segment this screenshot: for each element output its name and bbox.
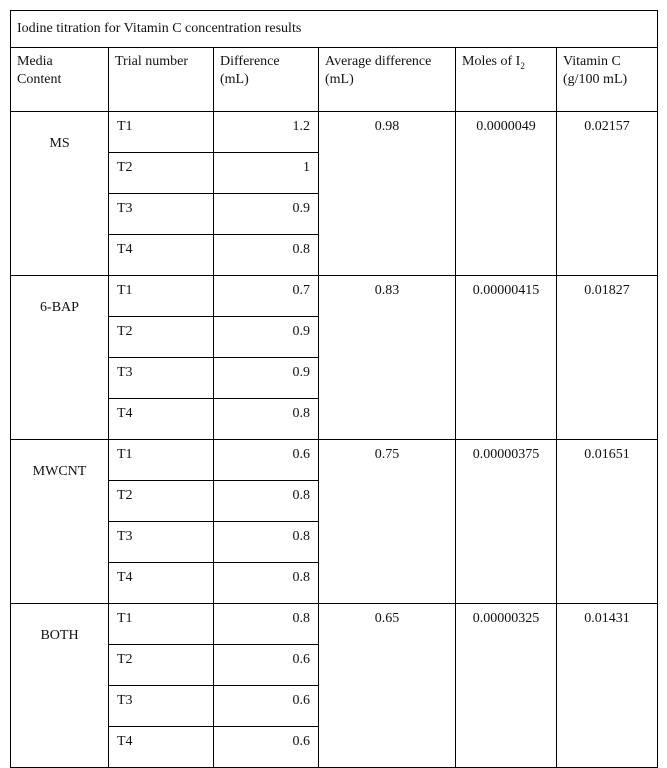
- average-difference-cell: 0.98: [319, 112, 456, 276]
- moles-i2-cell: 0.0000049: [456, 112, 557, 276]
- difference-cell: 0.8: [214, 604, 319, 645]
- difference-cell: 1.2: [214, 112, 319, 153]
- header-moles-prefix: Moles of I: [462, 54, 521, 69]
- difference-cell: 0.9: [214, 194, 319, 235]
- average-difference-cell: 0.83: [319, 276, 456, 440]
- trial-number-cell: T1: [109, 440, 214, 481]
- media-content-cell: MS: [11, 112, 109, 276]
- trial-number-cell: T2: [109, 153, 214, 194]
- difference-cell: 0.6: [214, 686, 319, 727]
- trial-number-cell: T4: [109, 399, 214, 440]
- table-row: [11, 112, 658, 153]
- header-media-line2: Content: [17, 72, 62, 87]
- header-moles-subscript: 2: [520, 60, 525, 71]
- difference-cell: 0.8: [214, 522, 319, 563]
- trial-number-cell: T3: [109, 194, 214, 235]
- header-media-content: [11, 48, 109, 112]
- header-moles-i2: [456, 48, 557, 112]
- moles-i2-cell: 0.00000415: [456, 276, 557, 440]
- trial-number-cell: T3: [109, 358, 214, 399]
- vitamin-c-cell: 0.01651: [557, 440, 658, 604]
- trial-number-cell: T4: [109, 727, 214, 768]
- table-header-row: [11, 48, 658, 112]
- difference-cell: 0.8: [214, 399, 319, 440]
- header-difference-line2: (mL): [220, 72, 249, 87]
- vitamin-c-cell: 0.01827: [557, 276, 658, 440]
- header-trial-number: Trial number: [109, 48, 214, 112]
- difference-cell: 0.9: [214, 358, 319, 399]
- header-difference: [214, 48, 319, 112]
- trial-number-cell: T3: [109, 522, 214, 563]
- vitamin-c-cell: 0.01431: [557, 604, 658, 768]
- vitamin-c-cell: 0.02157: [557, 112, 658, 276]
- media-content-cell: BOTH: [11, 604, 109, 768]
- difference-cell: 0.6: [214, 645, 319, 686]
- table-row: [11, 440, 658, 481]
- header-vitc-line2: (g/100 mL): [563, 72, 628, 87]
- media-content-cell: 6-BAP: [11, 276, 109, 440]
- results-table-container: [10, 10, 658, 768]
- header-vitc-line1: Vitamin C: [563, 54, 621, 69]
- table-title-row: [11, 11, 658, 48]
- header-average-difference: [319, 48, 456, 112]
- header-avg-line1: Average difference: [325, 54, 432, 69]
- difference-cell: 0.7: [214, 276, 319, 317]
- difference-cell: 0.9: [214, 317, 319, 358]
- media-content-cell: MWCNT: [11, 440, 109, 604]
- header-vitamin-c: [557, 48, 658, 112]
- difference-cell: 0.8: [214, 563, 319, 604]
- table-title: Iodine titration for Vitamin C concentration results: [11, 11, 658, 48]
- average-difference-cell: 0.65: [319, 604, 456, 768]
- trial-number-cell: T4: [109, 563, 214, 604]
- header-media-line1: Media: [17, 54, 53, 69]
- table-row: [11, 276, 658, 317]
- trial-number-cell: T2: [109, 317, 214, 358]
- moles-i2-cell: 0.00000325: [456, 604, 557, 768]
- table-row: [11, 604, 658, 645]
- trial-number-cell: T2: [109, 645, 214, 686]
- difference-cell: 0.8: [214, 481, 319, 522]
- trial-number-cell: T1: [109, 276, 214, 317]
- trial-number-cell: T2: [109, 481, 214, 522]
- header-avg-line2: (mL): [325, 72, 354, 87]
- trial-number-cell: T3: [109, 686, 214, 727]
- header-difference-line1: Difference: [220, 54, 280, 69]
- trial-number-cell: T1: [109, 112, 214, 153]
- moles-i2-cell: 0.00000375: [456, 440, 557, 604]
- average-difference-cell: 0.75: [319, 440, 456, 604]
- trial-number-cell: T4: [109, 235, 214, 276]
- difference-cell: 0.8: [214, 235, 319, 276]
- trial-number-cell: T1: [109, 604, 214, 645]
- difference-cell: 0.6: [214, 440, 319, 481]
- difference-cell: 1: [214, 153, 319, 194]
- difference-cell: 0.6: [214, 727, 319, 768]
- results-table: [10, 10, 658, 768]
